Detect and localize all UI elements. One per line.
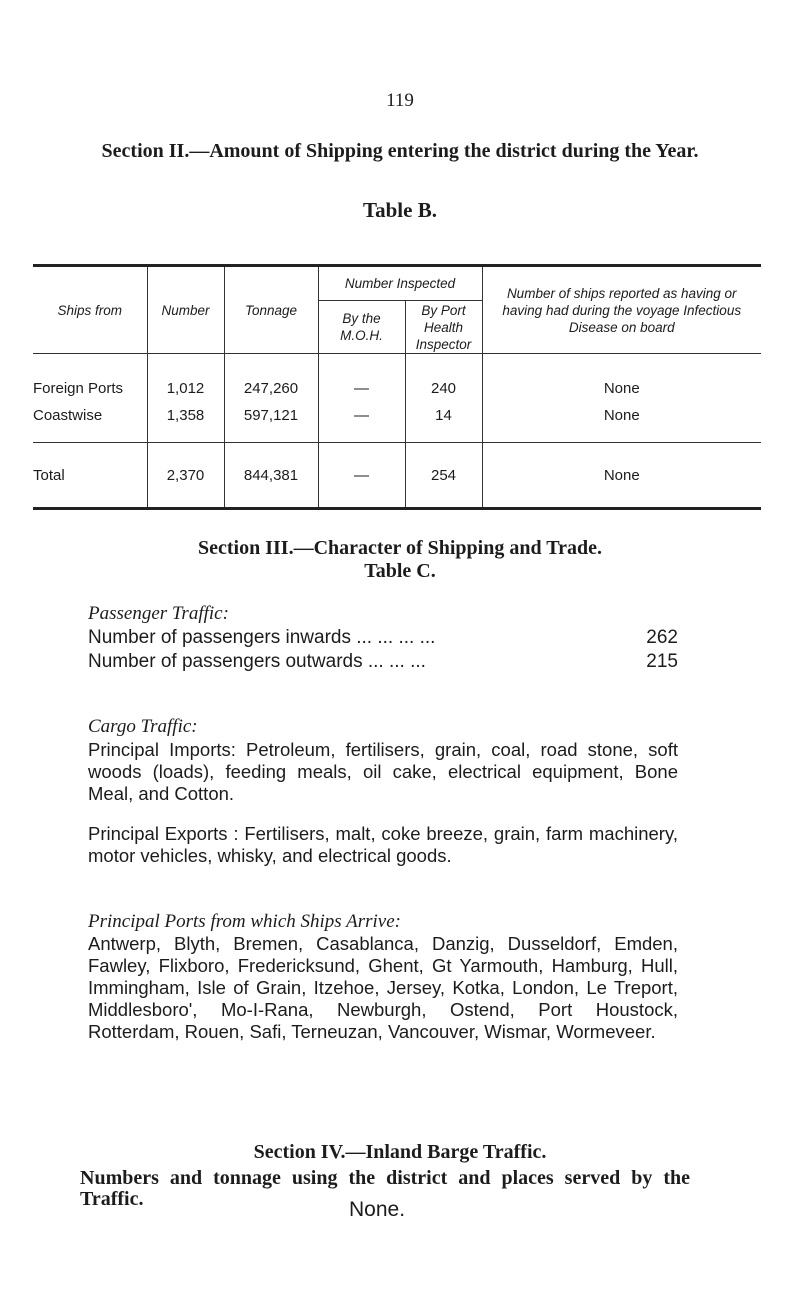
- passengers-outwards-value: 215: [646, 651, 678, 672]
- principal-exports: Principal Exports : Fertilisers, malt, coke breeze, grain, farm machinery, motor vehicles, whisky, and electrical goods.: [88, 823, 678, 866]
- passenger-traffic-heading: Passenger Traffic:: [88, 603, 229, 624]
- header-number-inspected: Number Inspected: [318, 266, 482, 301]
- cell-port: 14: [405, 401, 482, 443]
- cell-moh: —: [318, 354, 405, 402]
- cell-reported: None: [482, 443, 761, 509]
- table-row: [33, 354, 761, 402]
- table-row-total: [33, 443, 761, 509]
- cell-reported: None: [482, 401, 761, 443]
- cell-port: 240: [405, 354, 482, 402]
- principal-ports-list: Antwerp, Blyth, Bremen, Casablanca, Danzig, Dusseldorf, Emden, Fawley, Flixboro, Fredericksund, Ghent, Gt Yarmouth, Hamburg, Hull, Immingham, Isle of Grain, Itzehoe, Jersey, Kotka, London, Le Treport, Middlesboro', Mo-I-Rana, Newburgh, Ostend, Port Houstock, Rotterdam, Rouen, Safi, Terneuzan, Vancouver, Wismar, Wormeveer.: [88, 933, 678, 1042]
- header-reported: Number of ships reported as having or having had during the voyage Infectious Disease on board: [482, 266, 761, 354]
- shipping-table: [33, 264, 761, 510]
- cell-from: Foreign Ports: [33, 380, 124, 397]
- cell-port: 254: [405, 443, 482, 509]
- table-c-title: Table C.: [364, 560, 436, 582]
- cell-moh: —: [318, 443, 405, 509]
- table-b-title: Table B.: [363, 198, 437, 222]
- passengers-outwards-label: Number of passengers outwards ... ... ...: [88, 651, 426, 672]
- header-ships-from: Ships from: [33, 266, 147, 354]
- cell-reported: None: [482, 354, 761, 402]
- passengers-outwards: [88, 651, 678, 673]
- cell-number: 1,358: [147, 401, 224, 443]
- cell-tonnage: 247,260: [224, 354, 318, 402]
- section-4-title: Section IV.—Inland Barge Traffic.: [253, 1141, 547, 1163]
- section-4-value: None.: [349, 1198, 406, 1221]
- cell-moh: —: [318, 401, 405, 443]
- page-number: 119: [386, 90, 414, 111]
- cell-from: Coastwise: [33, 407, 103, 424]
- principal-imports: Principal Imports: Petroleum, fertilisers, grain, coal, road stone, soft woods (loads), feeding meals, oil cake, electrical equipment, Bone Meal, and Cotton.: [88, 739, 678, 804]
- cell-tonnage: 844,381: [224, 443, 318, 509]
- passengers-inwards-label: Number of passengers inwards ... ... ... ...: [88, 627, 436, 648]
- passengers-inwards: [88, 627, 678, 649]
- cell-number: 2,370: [147, 443, 224, 509]
- passengers-inwards-value: 262: [646, 627, 678, 648]
- principal-ports-heading: Principal Ports from which Ships Arrive:: [88, 911, 401, 932]
- cargo-traffic-heading: Cargo Traffic:: [88, 716, 198, 737]
- cell-tonnage: 597,121: [224, 401, 318, 443]
- section-4-subtitle: Numbers and tonnage using the district and places served by the Traffic.: [80, 1167, 690, 1210]
- section-3-heading: [0, 537, 800, 583]
- header-tonnage: Tonnage: [224, 266, 318, 354]
- section-2-title: Section II.—Amount of Shipping entering the district during the Year.: [101, 140, 699, 162]
- table-row: [33, 401, 761, 443]
- cell-number: 1,012: [147, 354, 224, 402]
- header-by-moh: By the M.O.H.: [318, 301, 405, 354]
- section-3-title: Section III.—Character of Shipping and Trade.: [198, 537, 602, 559]
- cell-from: Total: [33, 443, 147, 509]
- header-number: Number: [147, 266, 224, 354]
- header-by-port-inspector: By Port Health Inspector: [405, 301, 482, 354]
